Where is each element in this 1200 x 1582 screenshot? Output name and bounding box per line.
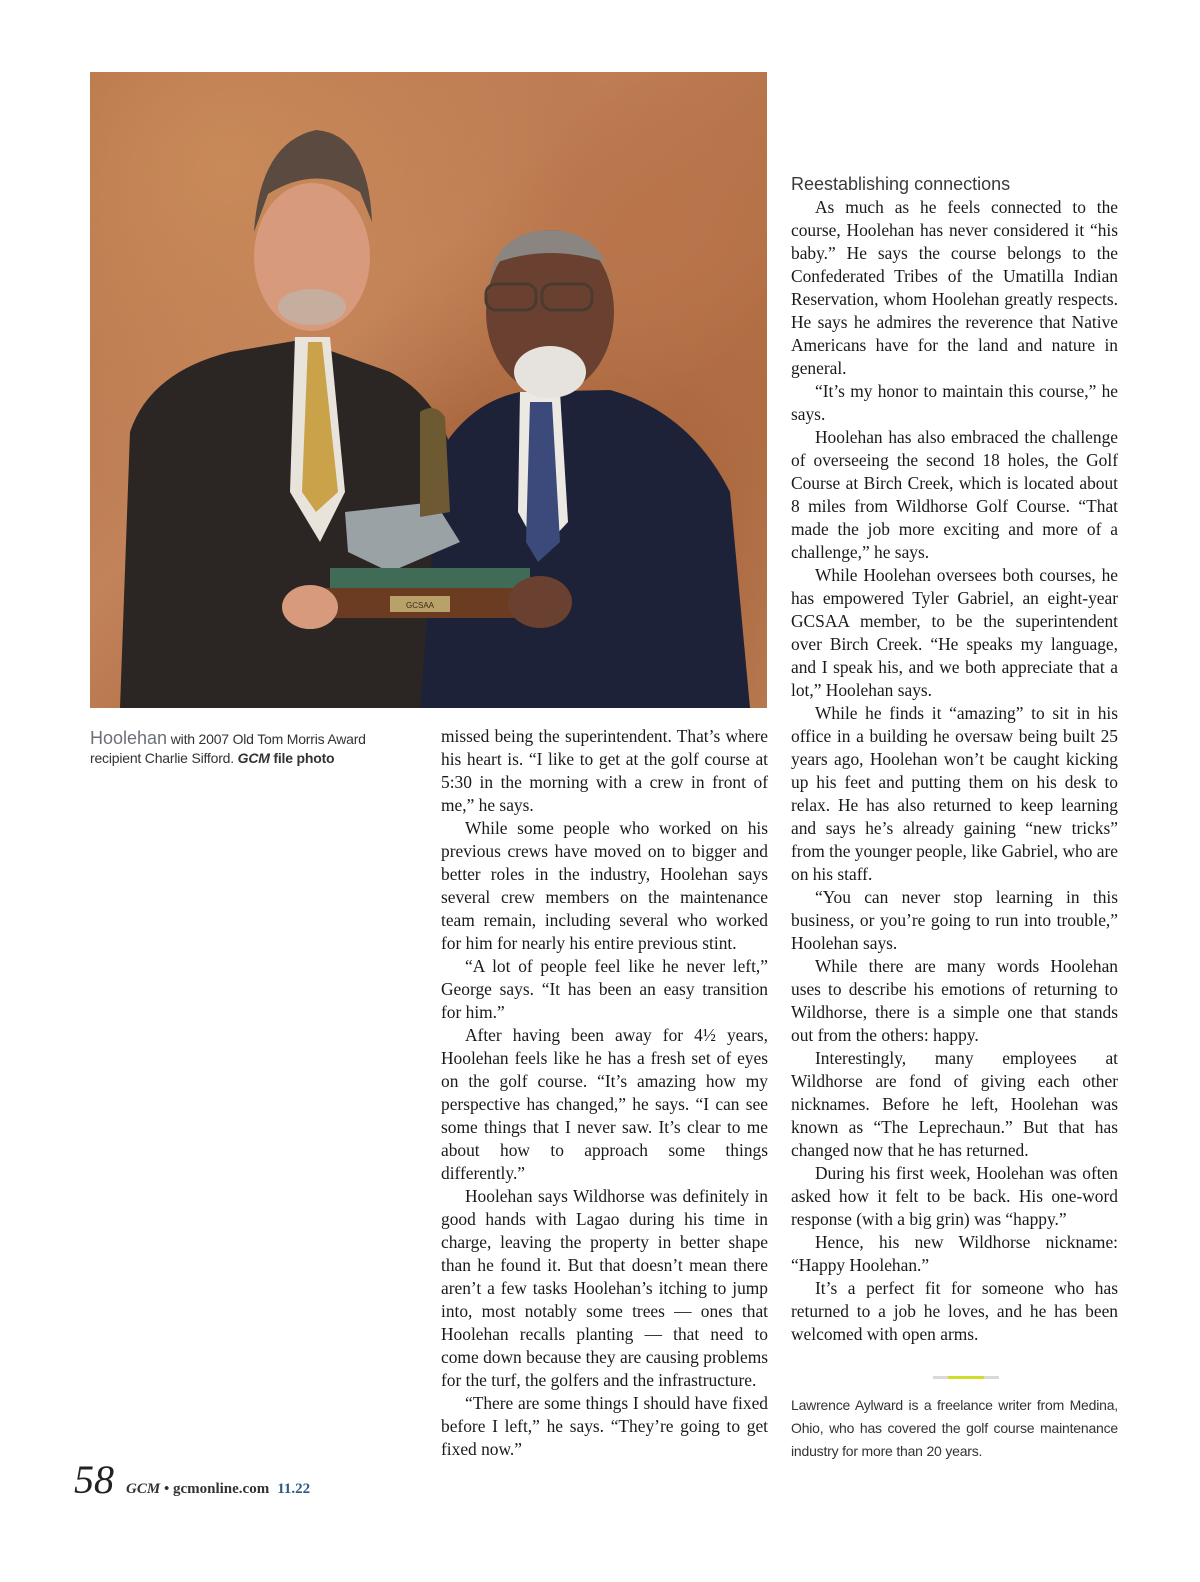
caption-lead: Hoolehan xyxy=(90,728,168,748)
paragraph: “It’s my honor to maintain this course,” he says. xyxy=(791,381,1118,424)
paragraph: Interestingly, many employees at Wildhorse are fond of giving each other nicknames. Before he left, Hoolehan was known as “The Leprechaun.” But that has changed now that he has returned. xyxy=(791,1048,1118,1160)
end-divider xyxy=(933,1376,999,1379)
paragraph: While there are many words Hoolehan uses to describe his emotions of returning to Wildhorse, there is a simple one that stands out from the others: happy. xyxy=(791,956,1118,1045)
footer-issue: 11.22 xyxy=(277,1481,311,1497)
page-number: 58 xyxy=(74,1457,114,1502)
paragraph: While Hoolehan oversees both courses, he has empowered Tyler Gabriel, an eight-year GCSAA member, to be the superintendent over Birch Creek. “He speaks my language, and I speak his, and we both appreciate that a lot,” Hoolehan says. xyxy=(791,565,1118,700)
article-column-middle xyxy=(441,725,768,1461)
end-divider-accent xyxy=(948,1376,984,1379)
page-footer xyxy=(74,1456,310,1503)
footer-separator: • xyxy=(160,1481,173,1497)
credit-rest: file photo xyxy=(269,750,335,766)
paragraph: missed being the superintendent. That’s where his heart is. “I like to get at the golf course at 5:30 in the morning with a crew in front of me,” he says. xyxy=(441,726,768,815)
caption-text: with 2007 Old Tom Morris Award recipient Charlie Sifford. xyxy=(90,731,366,766)
article-photo xyxy=(90,72,767,708)
section-subhead: Reestablishing connections xyxy=(791,174,1011,194)
paragraph: After having been away for 4½ years, Hoolehan feels like he has a fresh set of eyes on the golf course. “It’s amazing how my perspective has changed,” he says. “I can see some things that I never saw. It’s clear to me about how to approach some things differently.” xyxy=(441,1025,768,1183)
paragraph: “A lot of people feel like he never left,” George says. “It has been an easy transition for him.” xyxy=(441,956,768,1022)
article-column-right xyxy=(791,196,1118,1346)
paragraph: While some people who worked on his previous crews have moved on to bigger and better roles in the industry, Hoolehan says several crew members on the maintenance team remain, including several who worked for him for nearly his entire previous stint. xyxy=(441,818,768,953)
paragraph: While he finds it “amazing” to sit in his office in a building he oversaw being built 25 years ago, Hoolehan won’t be caught kicking up his feet and putting them on his desk to relax. He has also returned to keep learning and says he’s already gaining “new tricks” from the younger people, like Gabriel, who are on his staff. xyxy=(791,703,1118,884)
credit-magazine: GCM xyxy=(237,750,270,766)
paragraph: During his first week, Hoolehan was often asked how it felt to be back. His one-word response (with a big grin) was “happy.” xyxy=(791,1163,1118,1229)
photo-illustration xyxy=(90,72,767,708)
paragraph: “There are some things I should have fixed before I left,” he says. “They’re going to get fixed now.” xyxy=(441,1393,768,1459)
paragraph: As much as he feels connected to the course, Hoolehan has never considered it “his baby.” He says the course belongs to the Confederated Tribes of the Umatilla Indian Reservation, whom Hoolehan greatly respects. He says he admires the reverence that Native Americans have for the land and nature in general. xyxy=(791,197,1118,378)
author-bio: Lawrence Aylward is a freelance writer from Medina, Ohio, who has covered the golf course maintenance industry for more than 20 years. xyxy=(791,1397,1118,1459)
paragraph: It’s a perfect fit for someone who has returned to a job he loves, and he has been welcomed with open arms. xyxy=(791,1278,1118,1344)
photo-caption xyxy=(90,729,410,768)
trophy-plaque-text: GCSAA xyxy=(405,601,435,610)
footer-magazine: GCM xyxy=(126,1481,161,1497)
photo-credit xyxy=(238,750,335,766)
paragraph: “You can never stop learning in this business, or you’re going to run into trouble,” Hoolehan says. xyxy=(791,887,1118,953)
footer-site-link[interactable]: gcmonline.com xyxy=(172,1481,270,1497)
paragraph: Hence, his new Wildhorse nickname: “Happy Hoolehan.” xyxy=(791,1232,1118,1275)
paragraph: Hoolehan has also embraced the challenge of overseeing the second 18 holes, the Golf Course at Birch Creek, which is located about 8 miles from Wildhorse Golf Course. “That made the job more exciting and more of a challenge,” he says. xyxy=(791,427,1118,562)
paragraph: Hoolehan says Wildhorse was definitely in good hands with Lagao during his time in charge, leaving the property in better shape than he found it. But that doesn’t mean there aren’t a few tasks Hoolehan’s itching to jump into, most notably some trees — ones that Hoolehan recalls planting — that need to come down because they are causing problems for the turf, the golfers and the infrastructure. xyxy=(441,1186,768,1390)
